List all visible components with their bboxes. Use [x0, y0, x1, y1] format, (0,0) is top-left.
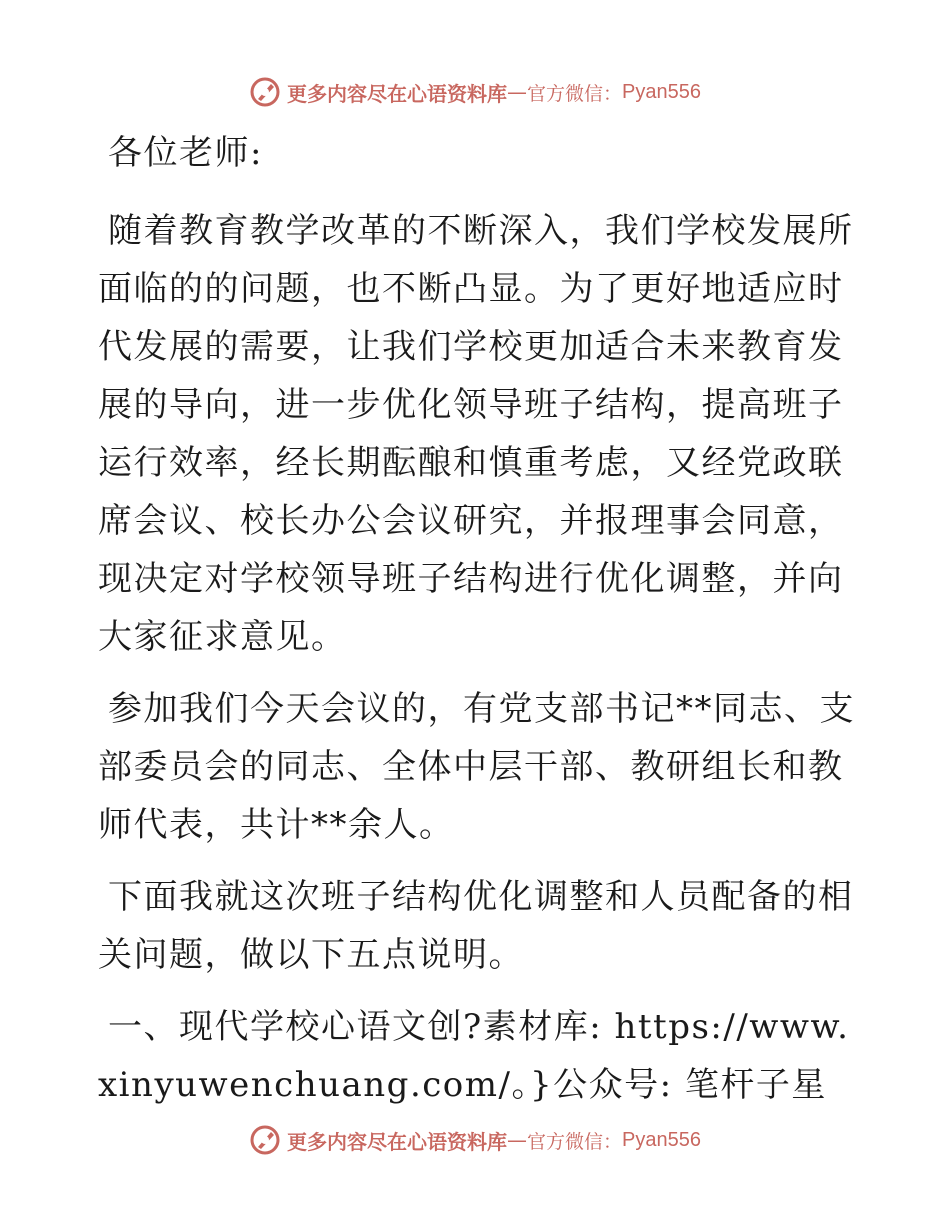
paragraph-explanation: 下面我就这次班子结构优化调整和人员配备的相关问题，做以下五点说明。 [98, 877, 854, 975]
watermark-wechat-id: Pyan556 [622, 1128, 701, 1151]
watermark-brand-text: 更多内容尽在心语资料库 [287, 81, 507, 106]
watermark-official-label: 官方微信： [527, 1130, 623, 1153]
document-body [98, 124, 858, 1128]
salutation: 各位老师: [108, 133, 263, 173]
paragraph-intro: 随着教育教学改革的不断深入，我们学校发展所面临的的问题，也不断凸显。为了更好地适应时代发展的需要，让我们学校更加适合未来教育发展的导向，进一步优化领导班子结构，提高班子运行效率，经长期酝酿和慎重考虑，又经党政联席会议、校长办公会议研究，并报理事会同意，现决定对学校领导班子结构进行优化调整，并向大家征求意见。 [98, 211, 854, 657]
paragraph-attendees: 参加我们今天会议的，有党支部书记**同志、支部委员会的同志、全体中层干部、教研组长和教师代表，共计**余人。 [98, 689, 855, 845]
watermark-wechat-id: Pyan556 [622, 80, 701, 103]
quill-seal-icon [249, 76, 281, 108]
paragraph-section-one: 一、现代学校心语文创?素材库: https://www.xinyuwenchuang.com/。}公众号: 笔杆子星 [98, 1007, 850, 1105]
quill-seal-icon [249, 1124, 281, 1156]
watermark-official-label: 官方微信： [527, 82, 623, 105]
watermark-dash: — [507, 1128, 527, 1152]
header-watermark [0, 72, 950, 112]
footer-watermark [0, 1120, 950, 1160]
watermark-brand-text: 更多内容尽在心语资料库 [287, 1129, 507, 1154]
watermark-dash: — [507, 80, 527, 104]
